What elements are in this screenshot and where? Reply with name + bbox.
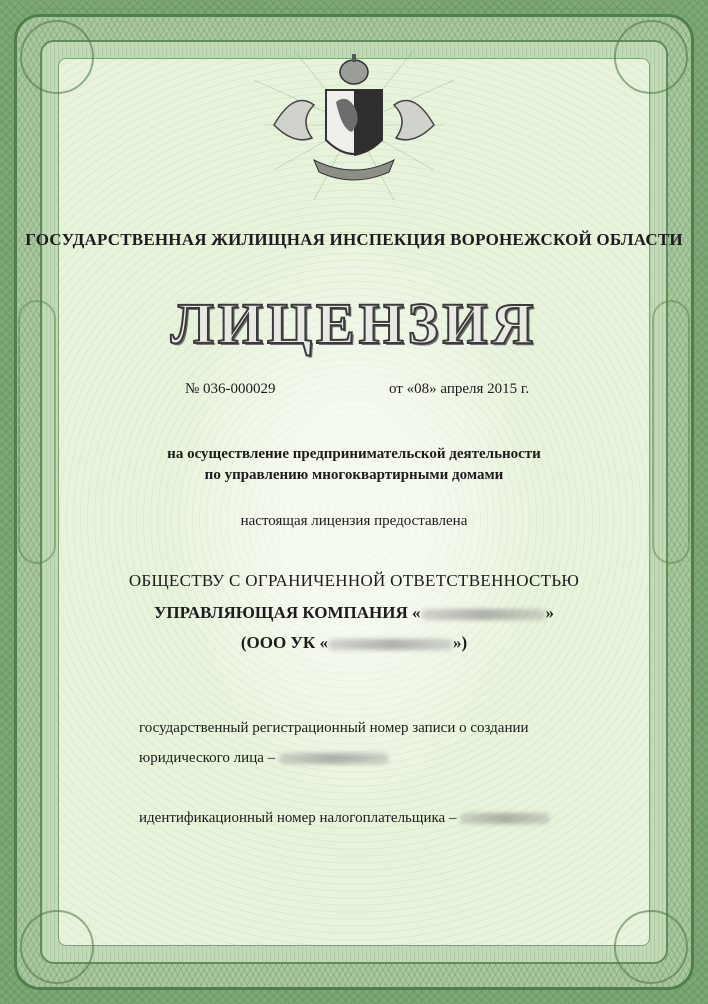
document-title: ЛИЦЕНЗИЯ bbox=[170, 291, 538, 356]
corner-ornament bbox=[614, 20, 688, 94]
license-number: № 036-000029 bbox=[185, 381, 276, 397]
redacted-company-short-name bbox=[328, 639, 453, 650]
ogrn-label: юридического лица – bbox=[139, 750, 276, 766]
inn-label: идентификационный номер налогоплательщика – bbox=[139, 810, 457, 826]
issuing-authority: ГОСУДАРСТВЕННАЯ ЖИЛИЩНАЯ ИНСПЕКЦИЯ ВОРОНЕЖСКОЙ ОБЛАСТИ bbox=[25, 230, 683, 249]
activity-line-1: на осуществление предпринимательской деятельности bbox=[167, 446, 541, 462]
redacted-company-name bbox=[421, 609, 546, 620]
redacted-ogrn bbox=[279, 753, 389, 764]
ogrn-label-line-2 bbox=[139, 750, 389, 767]
coat-of-arms-icon bbox=[254, 50, 454, 200]
activity-description bbox=[0, 444, 708, 486]
company-legal-form: ОБЩЕСТВУ С ОГРАНИЧЕННОЙ ОТВЕТСТВЕННОСТЬЮ bbox=[128, 571, 580, 590]
ogrn-label-line-1: государственный регистрационный номер записи о создании bbox=[139, 720, 529, 736]
corner-ornament bbox=[614, 910, 688, 984]
corner-ornament bbox=[20, 910, 94, 984]
granted-to-label: настоящая лицензия предоставлена bbox=[240, 513, 468, 529]
company-short-name bbox=[0, 633, 708, 653]
corner-ornament bbox=[20, 20, 94, 94]
activity-line-2: по управлению многоквартирными домами bbox=[204, 467, 504, 483]
company-name-prefix: УПРАВЛЯЮЩАЯ КОМПАНИЯ « bbox=[153, 603, 421, 622]
company-short-suffix: ») bbox=[452, 633, 468, 652]
inn-line bbox=[139, 810, 550, 827]
company-name-suffix: » bbox=[545, 603, 555, 622]
license-date: от «08» апреля 2015 г. bbox=[389, 381, 530, 397]
company-short-prefix: (ООО УК « bbox=[240, 633, 328, 652]
redacted-inn bbox=[460, 813, 550, 824]
company-full-name bbox=[0, 603, 708, 623]
